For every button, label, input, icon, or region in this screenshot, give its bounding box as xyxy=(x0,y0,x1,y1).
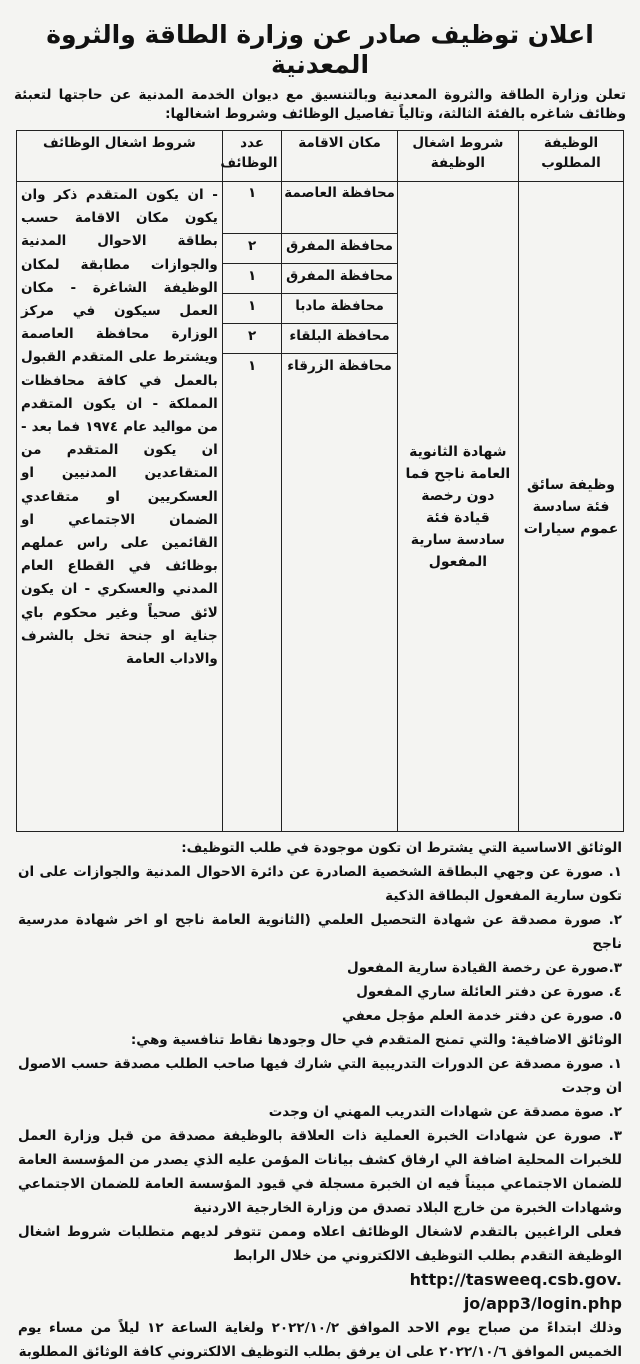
header-conditions: شروط اشغال الوظيفة xyxy=(397,131,518,182)
header-requirements: شروط اشغال الوظائف xyxy=(17,131,223,182)
job-conditions-cell: شهادة الثانوية العامة ناجح فما دون رخصة قيادة فئة سادسة سارية المفعول xyxy=(397,182,518,832)
extra-doc-item: ٢. صوة مصدقة عن شهادات التدريب المهني ان وجدت xyxy=(268,1104,622,1120)
jobs-table xyxy=(16,130,624,832)
application-link-continued[interactable]: jo/app3/login.php xyxy=(463,1294,622,1313)
job-title-cell: وظيفة سائق فئة سادسة عموم سيارات xyxy=(519,182,624,832)
count-item: ١ xyxy=(223,182,282,234)
count-item: ١ xyxy=(223,294,282,324)
basic-doc-item: ٥. صورة عن دفتر خدمة العلم مؤجل معفي xyxy=(341,1008,622,1024)
place-item: محافظة البلقاء xyxy=(282,324,396,354)
place-item: محافظة المفرق xyxy=(282,264,396,294)
application-link[interactable]: http://tasweeq.csb.gov. xyxy=(409,1270,622,1289)
basic-docs-title: الوثائق الاساسية التي يشترط ان تكون موجودة في طلب التوظيف: xyxy=(181,840,622,856)
documents-section xyxy=(8,836,632,1364)
place-item: محافظة المفرق xyxy=(282,234,396,264)
place-item: محافظة مادبا xyxy=(282,294,396,324)
requirements-cell: - ان يكون المتقدم ذكر وان يكون مكان الاقامة حسب بطاقة الاحوال المدنية والجوازات مطابقة لمكان الوظيفة الشاغرة - مكان العمل سيكون في مركز الوزارة محافظة العاصمة ويشترط على المتقدم القبول بالعمل في كافة محافظات المملكة - ان يكون المتقدم من مواليد عام ١٩٧٤ فما بعد - ان يكون المتقدم من المتقاعدين المدنيين او العسكريين او متقاعدي الضمان الاجتماعي او القائمين على راس عملهم بوظائف في القطاع العام المدني والعسكري - ان يكون لائق صحياً وغير محكوم باي جناية او جنحة تخل بالشرف والاداب العامة xyxy=(17,182,223,832)
extra-docs-title: الوثائق الاضافية: والتي تمنح المتقدم في حال وجودها نقاط تنافسية وهي: xyxy=(130,1032,622,1048)
table-header-row xyxy=(17,131,624,182)
header-job: الوظيفة المطلوب xyxy=(519,131,624,182)
apply-text xyxy=(18,1220,622,1268)
extra-doc-item: ١. صورة مصدقة عن الدورات التدريبية التي شارك فيها صاحب الطلب مصدقة حسب الاصول ان وجدت xyxy=(18,1056,622,1096)
count-item: ١ xyxy=(223,264,282,294)
header-count: عدد الوظائف xyxy=(222,131,282,182)
ad-intro: تعلن وزارة الطاقة والثروة المعدنية وبالتنسيق مع ديوان الخدمة المدنية عن حاجتها لتعبئة وظائف شاغره بالفئة الثالثة، وتالياً تفاصيل الوظائف وشروط اشغالها: xyxy=(14,87,626,122)
basic-doc-item: ٢. صورة مصدقة عن شهادة التحصيل العلمي (الثانوية العامة ناجح او اخر شهادة مدرسية ناجح xyxy=(18,912,622,952)
count-item: ١ xyxy=(248,358,257,374)
ad-title: اعلان توظيف صادر عن وزارة الطاقة والثروة المعدنية xyxy=(46,20,594,79)
place-list xyxy=(282,182,396,384)
basic-doc-item: ١. صورة عن وجهي البطاقة الشخصية الصادرة عن دائرة الاحوال المدنية والجوازات على ان تكون سارية المفعول البطاقة الذكية xyxy=(18,864,622,904)
place-cell xyxy=(282,182,397,832)
count-item: ٢ xyxy=(223,324,282,354)
application-link-row xyxy=(18,1268,622,1292)
basic-doc-item: ٤. صورة عن دفتر العائلة ساري المفعول xyxy=(356,984,622,1000)
extra-doc-item: ٣. صورة عن شهادات الخبرة العملية ذات العلاقة بالوظيفة مصدقة من قبل وزارة العمل للخبرات المحلية اضافة الي ارفاق كشف بيانات المؤمن عليه الذي يصدر من المؤسسة العامة للضمان الاجتماعي مبيناً فيه ان الخبرة مسجلة في قيود المؤسسة العامة للضمان الاجتماعي وشهادات الخبرة من خارج البلاد تصدق من وزارة الخارجية الاردنية xyxy=(18,1128,622,1216)
basic-doc-item: ٣.صورة عن رخصة القيادة سارية المفعول xyxy=(346,960,622,976)
place-item: محافظة العاصمة xyxy=(282,182,396,234)
place-item: محافظة الزرقاء xyxy=(287,358,392,374)
count-item: ٢ xyxy=(223,234,282,264)
deadline-text: وذلك ابتداءً من صباح يوم الاحد الموافق ٢٠٢٢/١٠/٢ ولغاية الساعة ١٢ ليلاً من مساء يوم الخميس الموافق ٢٠٢٢/١٠/٦ على ان يرفق بطلب التوظيف الالكتروني كافة الوثائق المطلوبة xyxy=(18,1320,622,1360)
count-list xyxy=(223,182,282,384)
application-link-row-2 xyxy=(18,1292,622,1316)
table-row xyxy=(17,182,624,832)
apply-instructions: فعلى الراغبين بالتقدم لاشغال الوظائف اعلاه وممن تتوفر لديهم متطلبات شروط اشغال الوظيفة التقدم بطلب التوظيف الالكتروني من خلال الرابط xyxy=(18,1224,622,1264)
header-place: مكان الاقامة xyxy=(282,131,397,182)
count-cell xyxy=(222,182,282,832)
